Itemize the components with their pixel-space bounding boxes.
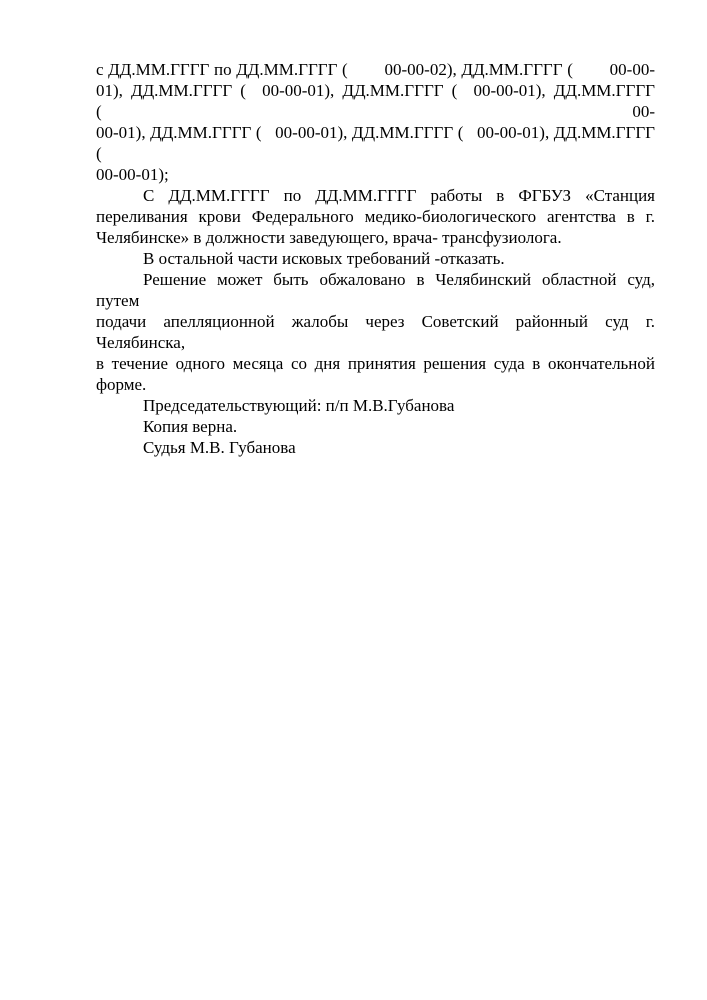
- paragraph-judge-name: [96, 437, 655, 458]
- text-line: 01), ДД.ММ.ГГГГ ( 00-00-01), ДД.ММ.ГГГГ ( 00-00-01), ДД.ММ.ГГГГ ( 00-: [96, 81, 655, 121]
- text-line: 00-01), ДД.ММ.ГГГГ ( 00-00-01), ДД.ММ.ГГГГ ( 00-00-01), ДД.ММ.ГГГГ (: [96, 123, 655, 163]
- text-line: форме.: [96, 375, 147, 394]
- paragraph-case-numbers: [96, 59, 655, 185]
- text-line: 00-00-01);: [96, 165, 169, 184]
- text-line: Судья М.В. Губанова: [143, 438, 296, 457]
- paragraph-copy-certified: [96, 416, 655, 437]
- paragraph-presiding-judge-signature: [96, 395, 655, 416]
- paragraph-appeal-notice: [96, 269, 655, 395]
- text-line: Челябинске» в должности заведующего, врача- трансфузиолога.: [96, 228, 562, 247]
- text-line: с ДД.ММ.ГГГГ по ДД.ММ.ГГГГ ( 00-00-02), ДД.ММ.ГГГГ ( 00-00-: [96, 60, 655, 79]
- text-line: Решение может быть обжаловано в Челябинский областной суд, путем: [96, 270, 655, 310]
- paragraph-denial: [96, 248, 655, 269]
- document-text-block: [96, 59, 655, 458]
- text-line: С ДД.ММ.ГГГГ по ДД.ММ.ГГГГ работы в ФГБУЗ «Станция: [143, 186, 655, 205]
- text-line: Председательствующий: п/п М.В.Губанова: [143, 396, 455, 415]
- text-line: в течение одного месяца со дня принятия решения суда в окончательной: [96, 354, 655, 373]
- text-line: В остальной части исковых требований -отказать.: [143, 249, 505, 268]
- text-line: переливания крови Федерального медико-биологического агентства в г.: [96, 207, 655, 226]
- text-line: Копия верна.: [143, 417, 238, 436]
- text-line: подачи апелляционной жалобы через Советский районный суд г. Челябинска,: [96, 312, 655, 352]
- paragraph-employment-period: [96, 185, 655, 248]
